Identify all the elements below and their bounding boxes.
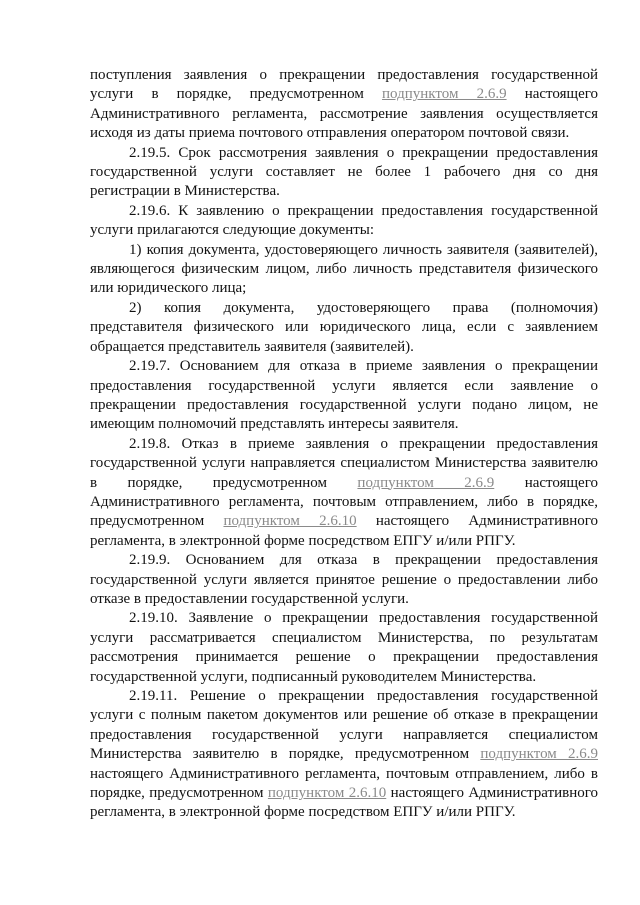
paragraph-text: поступления заявления о прекращении предоставления государственной услуги в порядке, предусмотренном	[90, 67, 598, 103]
paragraph-2-19-6	[90, 202, 598, 241]
paragraph-text: 2.19.11. Решение о прекращении предоставления государственной услуги с полным пакетом документов или решение об отказе в прекращении предоставления государственной услуги направляется специалистом Министерства заявителю в порядке, предусмотренном	[90, 688, 598, 763]
paragraph-2-19-5	[90, 144, 598, 202]
paragraph-2-19-10	[90, 609, 598, 687]
paragraph-text: 1) копия документа, удостоверяющего личность заявителя (заявителей), являющегося физическим лицом, либо личность представителя физического или юридического лица;	[90, 241, 598, 297]
list-item-1	[90, 241, 598, 299]
paragraph-2-19-9	[90, 551, 598, 609]
link-subpoint-2-6-9[interactable]: подпунктом 2.6.9	[357, 474, 495, 491]
paragraph-continuation	[90, 66, 598, 144]
link-subpoint-2-6-10[interactable]: подпунктом 2.6.10	[223, 513, 357, 530]
link-subpoint-2-6-10[interactable]: подпунктом 2.6.10	[267, 785, 387, 802]
paragraph-text: настоящего Административного регламента, рассмотрение заявления осуществляется исходя из даты приема почтового отправления оператором почтовой связи.	[90, 86, 599, 142]
paragraph-text: настоящего Административного регламента, в электронной форме посредством ЕПГУ и/или РПГУ.	[90, 785, 599, 821]
paragraph-text: 2.19.9. Основанием для отказа в прекращении предоставления государственной услуги является принятое решение о предоставлении либо отказе в предоставлении государственной услуги.	[90, 552, 598, 607]
paragraph-text: 2.19.7. Основанием для отказа в приеме заявления о прекращении предоставления государственной услуги является если заявление о прекращении предоставления государственной услуги подано лицом, не имеющим полномочий представлять интересы заявителя.	[90, 358, 598, 433]
paragraph-2-19-7	[90, 357, 598, 435]
paragraph-text: настоящего Административного регламента, почтовым отправлением, либо в порядке, предусмотренном	[90, 765, 598, 802]
paragraph-text: 2.19.6. К заявлению о прекращении предоставления государственной услуги прилагаются следующие документы:	[90, 202, 598, 239]
paragraph-text: 2.19.10. Заявление о прекращении предоставления государственной услуги рассматривается специалистом Министерства, по результатам рассмотрения принимается решение о прекращении предоставления государственной услуги, подписанный руководителем Министерства.	[90, 610, 598, 685]
link-subpoint-2-6-9[interactable]: подпунктом 2.6.9	[382, 86, 507, 103]
paragraph-2-19-8	[90, 435, 598, 551]
paragraph-2-19-11	[90, 687, 598, 823]
paragraph-text: настоящего Административного регламента, почтовым отправлением, либо в порядке, предусмотренном	[90, 474, 598, 530]
paragraph-text: настоящего Административного регламента, в электронной форме посредством ЕПГУ и/или РПГУ.	[90, 513, 599, 549]
paragraph-text: 2.19.8. Отказ в приеме заявления о прекращении предоставления государственной услуги направляется специалистом Министерства заявителю в порядке, предусмотренном	[90, 435, 598, 491]
document-body	[90, 66, 598, 823]
paragraph-text: 2) копия документа, удостоверяющего права (полномочия) представителя физического или юридического лица, если с заявлением обращается представитель заявителя (заявителей).	[90, 299, 598, 355]
paragraph-text: 2.19.5. Срок рассмотрения заявления о прекращении предоставления государственной услуги составляет не более 1 рабочего дня со дня регистрации в Министерства.	[90, 144, 598, 200]
list-item-2	[90, 299, 598, 357]
link-subpoint-2-6-9[interactable]: подпунктом 2.6.9	[480, 746, 599, 763]
